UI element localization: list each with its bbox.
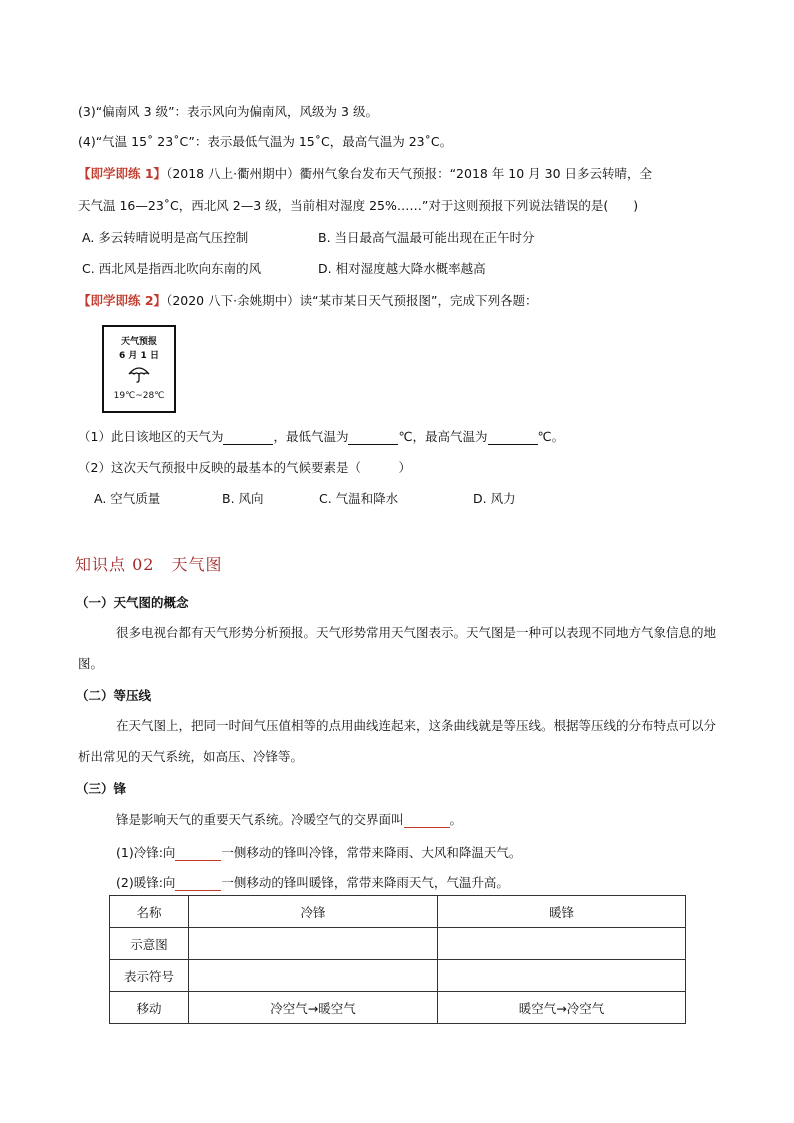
- paragraph-weather-map: 很多电视台都有天气形势分析预报。天气形势常用天气图表示。天气图是一种可以表现不同地方气象信息的地图。: [78, 625, 717, 671]
- table-row-label: 示意图: [110, 928, 189, 960]
- exercise-1-option-b: B. 当日最高气温最可能出现在正午时分: [318, 230, 535, 245]
- table-cell: 暖空气→冷空气: [438, 992, 686, 1024]
- front-intro: [116, 810, 462, 828]
- warm-front-text-a: (2)暖锋:向: [116, 875, 176, 890]
- front-comparison-table: [109, 895, 686, 1024]
- front-intro-text: 锋是影响天气的重要天气系统。冷暖空气的交界面叫: [116, 812, 404, 827]
- paragraph-isobar: 在天气图上，把同一时间气压值相等的点用曲线连起来，这条曲线就是等压线。根据等压线的分布特点可以分析出常见的天气系统，如高压、冷锋等。: [78, 718, 717, 764]
- q1-text-a: （1）此日该地区的天气为: [78, 429, 224, 444]
- q1-blank-max-temp[interactable]: [488, 429, 538, 445]
- exercise-2-option-c: C. 气温和降水: [319, 491, 399, 506]
- q1-text-b: ，最低气温为: [273, 429, 349, 444]
- umbrella-icon: [128, 364, 150, 384]
- exercise-1-option-d: D. 相对湿度越大降水概率越高: [318, 261, 486, 276]
- exercise-2-q2: （2）这次天气预报中反映的最基本的气候要素是（ ）: [78, 460, 411, 475]
- exercise-1-stem-line-2: 天气温 16—23˚C，西北风 2—3 级，当前相对湿度 25%……”对于这则预报下列说法错误的是( ): [78, 198, 639, 213]
- exercise-1-stem-text: （2018 八上·衢州期中）衢州气象台发布天气预报：“2018 年 10 月 30 日多云转晴，全: [166, 166, 653, 181]
- table-row-label: 移动: [110, 992, 189, 1024]
- exercise-2-q1: [78, 427, 564, 445]
- forecast-date: 6 月 1 日: [119, 351, 159, 361]
- table-cell: [438, 928, 686, 960]
- q1-text-c: ℃，最高气温为: [398, 429, 488, 444]
- q1-blank-min-temp[interactable]: [348, 429, 398, 445]
- subheading-isobar: （二）等压线: [76, 688, 152, 703]
- q1-text-d: ℃。: [537, 429, 565, 444]
- exercise-1-option-c: C. 西北风是指西北吹向东南的风: [82, 261, 262, 276]
- table-header-row: [110, 896, 686, 928]
- exercise-2-option-d: D. 风力: [473, 491, 516, 506]
- weather-forecast-figure: [102, 325, 176, 413]
- table-header-cold-front: 冷锋: [189, 896, 438, 928]
- subheading-front: （三）锋: [76, 781, 127, 796]
- table-header-warm-front: 暖锋: [438, 896, 686, 928]
- table-cell: [189, 928, 438, 960]
- exercise-1-tag: 【即学即练 1】: [78, 166, 167, 181]
- table-cell: 冷空气→暖空气: [189, 992, 438, 1024]
- q1-blank-weather[interactable]: [223, 429, 273, 445]
- table-row: [110, 992, 686, 1024]
- exercise-2-stem-text: （2020 八下·余姚期中）读“某市某日天气预报图”，完成下列各题：: [166, 293, 538, 308]
- cold-front-line: [116, 843, 521, 861]
- forecast-temp: 19℃~28℃: [113, 391, 165, 401]
- table-cell: [438, 960, 686, 992]
- intro-line-3: (3)“偏南风 3 级”：表示风向为偏南风，风级为 3 级。: [78, 104, 378, 119]
- warm-front-blank[interactable]: [175, 875, 221, 891]
- front-blank-interface[interactable]: [404, 812, 450, 828]
- cold-front-text-a: (1)冷锋:向: [116, 845, 176, 860]
- exercise-1-option-a: A. 多云转晴说明是高气压控制: [82, 230, 249, 245]
- table-cell: [189, 960, 438, 992]
- exercise-2-option-a: A. 空气质量: [94, 491, 161, 506]
- exercise-2-tag: 【即学即练 2】: [78, 293, 167, 308]
- intro-line-4: (4)“气温 15˚ 23˚C”：表示最低气温为 15˚C，最高气温为 23˚C。: [78, 134, 453, 149]
- cold-front-blank[interactable]: [175, 845, 221, 861]
- table-header-name: 名称: [110, 896, 189, 928]
- section-title: 知识点 02 天气图: [75, 555, 223, 574]
- cold-front-text-b: 一侧移动的锋叫冷锋，常带来降雨、大风和降温天气。: [221, 845, 522, 860]
- table-row-label: 表示符号: [110, 960, 189, 992]
- subheading-weather-map-concept: （一）天气图的概念: [76, 595, 189, 610]
- front-intro-end: 。: [449, 812, 463, 827]
- warm-front-line: [116, 873, 509, 891]
- table-row: [110, 928, 686, 960]
- exercise-2-option-b: B. 风向: [222, 491, 264, 506]
- warm-front-text-b: 一侧移动的锋叫暖锋，常带来降雨天气，气温升高。: [221, 875, 509, 890]
- exercise-2-stem: [78, 291, 538, 309]
- forecast-title: 天气预报: [120, 337, 157, 347]
- table-row: [110, 960, 686, 992]
- exercise-1-stem-line-1: [78, 164, 652, 182]
